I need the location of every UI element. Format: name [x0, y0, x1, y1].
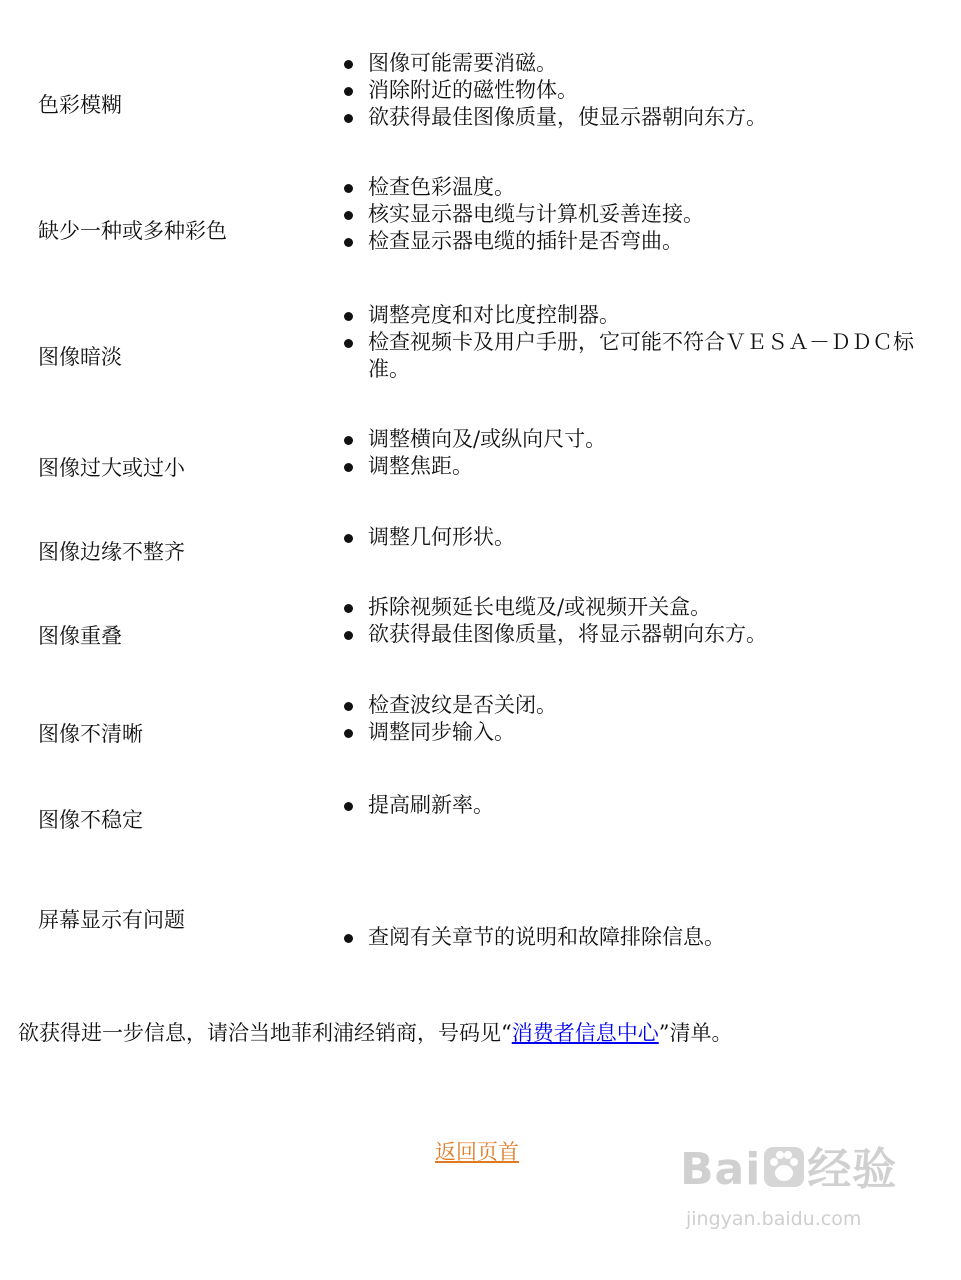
solution-item: 拆除视频延长电缆及/或视频开关盒。 [344, 594, 914, 621]
problem-label: 色彩模糊 [38, 93, 122, 117]
problem-label: 图像重叠 [38, 624, 122, 648]
bullet-icon [344, 534, 353, 543]
solution-item: 消除附近的磁性物体。 [344, 77, 914, 104]
baidu-logo: Bai 经验 [680, 1144, 898, 1195]
solution-item: 查阅有关章节的说明和故障排除信息。 [344, 924, 914, 951]
bullet-icon [344, 87, 353, 96]
consumer-info-center-link[interactable]: 消费者信息中心 [511, 1021, 659, 1045]
solution-list [344, 174, 914, 255]
solution-list [344, 594, 914, 648]
solution-item: 调整同步输入。 [344, 719, 914, 746]
bullet-icon [344, 238, 353, 247]
solution-list [344, 692, 914, 746]
solution-item: 欲获得最佳图像质量，将显示器朝向东方。 [344, 621, 914, 648]
bullet-icon [344, 463, 353, 472]
back-to-top-link[interactable]: 返回页首 [435, 1140, 519, 1164]
bullet-icon [344, 702, 353, 711]
problem-label: 图像过大或过小 [38, 456, 185, 480]
solution-item: 图像可能需要消磁。 [344, 50, 914, 77]
bullet-icon [344, 339, 353, 348]
solution-list [344, 302, 914, 383]
baidu-jingyan-watermark [680, 1140, 930, 1250]
bullet-icon [344, 934, 353, 943]
solution-item: 调整几何形状。 [344, 524, 914, 551]
solution-item: 欲获得最佳图像质量，使显示器朝向东方。 [344, 104, 914, 131]
bullet-icon [344, 631, 353, 640]
solution-list [344, 426, 914, 480]
solution-item: 调整焦距。 [344, 453, 914, 480]
watermark-url: jingyan.baidu.com [686, 1208, 862, 1230]
solution-item: 检查视频卡及用户手册，它可能不符合ＶＥＳＡ－ＤＤＣ标准。 [344, 329, 914, 383]
solution-item: 核实显示器电缆与计算机妥善连接。 [344, 201, 914, 228]
problem-label: 屏幕显示有问题 [38, 908, 185, 932]
solution-item: 检查色彩温度。 [344, 174, 914, 201]
bullet-icon [344, 604, 353, 613]
solution-list [344, 924, 914, 951]
problem-label: 图像不清晰 [38, 722, 143, 746]
solution-list [344, 50, 914, 131]
bullet-icon [344, 312, 353, 321]
solution-item: 调整横向及/或纵向尺寸。 [344, 426, 914, 453]
solution-item: 调整亮度和对比度控制器。 [344, 302, 914, 329]
contact-note: 欲获得进一步信息，请洽当地菲利浦经销商，号码见“消费者信息中心”清单。 [18, 1021, 733, 1045]
bullet-icon [344, 114, 353, 123]
problem-label: 图像边缘不整齐 [38, 540, 185, 564]
bullet-icon [344, 802, 353, 811]
bullet-icon [344, 729, 353, 738]
problem-label: 图像不稳定 [38, 808, 143, 832]
solution-item: 提高刷新率。 [344, 792, 914, 819]
solution-list [344, 792, 914, 819]
bullet-icon [344, 60, 353, 69]
problem-label: 缺少一种或多种彩色 [38, 219, 227, 243]
bullet-icon [344, 211, 353, 220]
bullet-icon [344, 184, 353, 193]
solution-item: 检查波纹是否关闭。 [344, 692, 914, 719]
paw-icon [761, 1144, 807, 1190]
bullet-icon [344, 436, 353, 445]
solution-list [344, 524, 914, 551]
problem-label: 图像暗淡 [38, 345, 122, 369]
solution-item: 检查显示器电缆的插针是否弯曲。 [344, 228, 914, 255]
